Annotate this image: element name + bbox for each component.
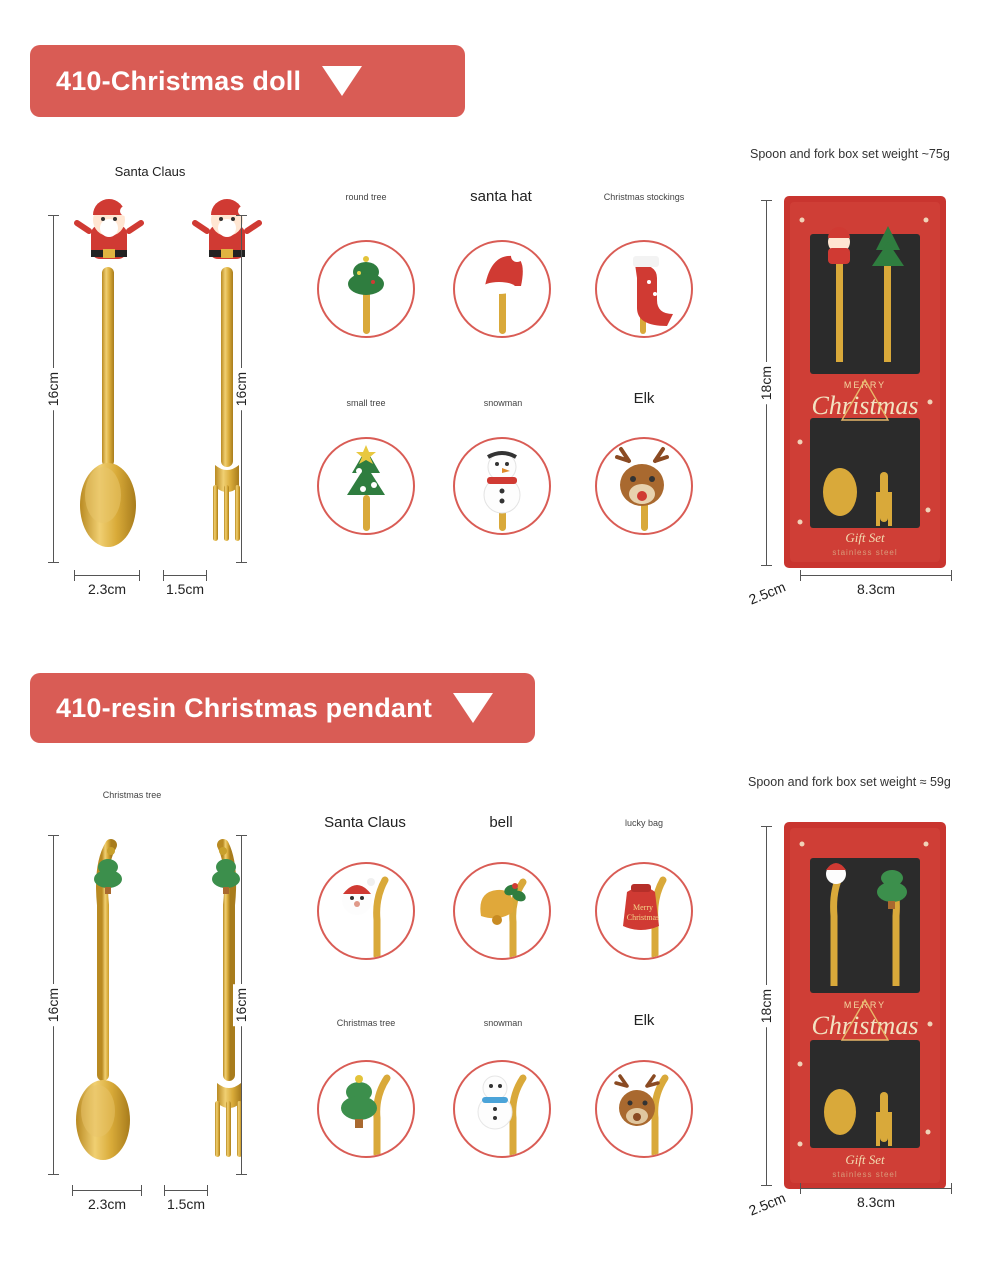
variant-label-christmas-tree-pendant: Christmas tree <box>336 1018 396 1028</box>
box-depth-value-2: 2.5cm <box>746 1189 788 1219</box>
fork-width-value: 1.5cm <box>166 1196 206 1212</box>
svg-text:Christmas: Christmas <box>811 1011 919 1040</box>
section-title: 410-Christmas doll <box>56 65 302 96</box>
svg-text:stainless steel: stainless steel <box>832 1170 898 1179</box>
variant-label-snowman-pendant: snowman <box>483 1018 523 1028</box>
box-width-measure-1 <box>800 575 952 597</box>
svg-text:MERRY: MERRY <box>843 380 887 390</box>
box-depth-value-1: 2.5cm <box>746 578 788 608</box>
chevron-down-icon[interactable] <box>450 688 496 728</box>
spoon-height-value: 16cm <box>45 368 61 410</box>
variant-label-santa-claus-pendant: Santa Claus <box>324 814 406 831</box>
weight-note-2: Spoon and fork box set weight ≈ 59g <box>748 775 951 789</box>
spoon-width-measure-2 <box>72 1190 142 1212</box>
variant-label-snowman: snowman <box>483 398 523 408</box>
fork-height-measure-1 <box>233 215 249 563</box>
variant-thumb-round-tree[interactable] <box>317 240 415 338</box>
spoon-height-measure-2 <box>45 835 61 1175</box>
variant-thumb-bell[interactable] <box>453 862 551 960</box>
section-banner-resin-pendant[interactable] <box>30 673 535 743</box>
spoon-height-measure-1 <box>45 215 61 563</box>
svg-text:Christmas: Christmas <box>626 913 660 922</box>
variant-thumb-elk-pendant[interactable] <box>595 1060 693 1158</box>
svg-text:MERRY: MERRY <box>843 1000 887 1010</box>
section-banner-christmas-doll[interactable] <box>30 45 465 117</box>
variant-thumb-santa-hat[interactable] <box>453 240 551 338</box>
fork-height-measure-2 <box>233 835 249 1175</box>
svg-text:Gift Set: Gift Set <box>845 530 885 545</box>
spoon-width-measure-1 <box>74 575 140 597</box>
chevron-down-icon[interactable] <box>319 61 365 101</box>
variant-label-stockings: Christmas stockings <box>603 192 685 202</box>
variant-thumb-elk[interactable] <box>595 437 693 535</box>
cutlery-illustration-pendant <box>45 815 290 1175</box>
variant-thumb-snowman-pendant[interactable] <box>453 1060 551 1158</box>
box-height-value: 18cm <box>758 362 774 404</box>
fork-height-value: 16cm <box>233 984 249 1026</box>
gift-box-illustration-1 <box>780 192 950 577</box>
variant-thumb-lucky-bag[interactable] <box>595 862 693 960</box>
variant-label-elk: Elk <box>633 390 655 407</box>
box-height-measure-2 <box>758 826 774 1186</box>
section-title: 410-resin Christmas pendant <box>56 692 433 723</box>
variant-thumb-santa-claus-pendant[interactable] <box>317 862 415 960</box>
box-height-measure-1 <box>758 200 774 566</box>
spoon-width-value: 2.3cm <box>87 581 127 597</box>
svg-text:Merry: Merry <box>633 903 653 912</box>
variant-label-small-tree: small tree <box>346 398 386 408</box>
variant-thumb-christmas-tree-pendant[interactable] <box>317 1060 415 1158</box>
main-variant-label-1: Santa Claus <box>114 164 186 179</box>
variant-thumb-snowman[interactable] <box>453 437 551 535</box>
spoon-width-value: 2.3cm <box>87 1196 127 1212</box>
box-width-value: 8.3cm <box>856 581 896 597</box>
gift-box-illustration-2 <box>780 818 950 1198</box>
spoon-height-value: 16cm <box>45 984 61 1026</box>
variant-label-santa-hat: santa hat <box>470 188 532 205</box>
box-width-value: 8.3cm <box>856 1194 896 1210</box>
fork-height-value: 16cm <box>233 368 249 410</box>
box-height-value: 18cm <box>758 985 774 1027</box>
fork-width-value: 1.5cm <box>165 581 205 597</box>
svg-text:Gift Set: Gift Set <box>845 1152 885 1167</box>
fork-width-measure-2 <box>164 1190 208 1212</box>
variant-thumb-stockings[interactable] <box>595 240 693 338</box>
variant-label-round-tree: round tree <box>345 192 387 202</box>
variant-label-elk-pendant: Elk <box>633 1012 655 1029</box>
svg-text:stainless steel: stainless steel <box>832 548 898 557</box>
fork-width-measure-1 <box>163 575 207 597</box>
main-variant-label-2: Christmas tree <box>102 790 162 800</box>
svg-text:Christmas: Christmas <box>811 391 919 420</box>
variant-label-bell: bell <box>489 814 513 831</box>
variant-label-lucky-bag: lucky bag <box>624 818 664 828</box>
variant-thumb-small-tree[interactable] <box>317 437 415 535</box>
cutlery-illustration-doll <box>45 195 290 565</box>
box-width-measure-2 <box>800 1188 952 1210</box>
weight-note-1: Spoon and fork box set weight ~75g <box>750 147 950 161</box>
